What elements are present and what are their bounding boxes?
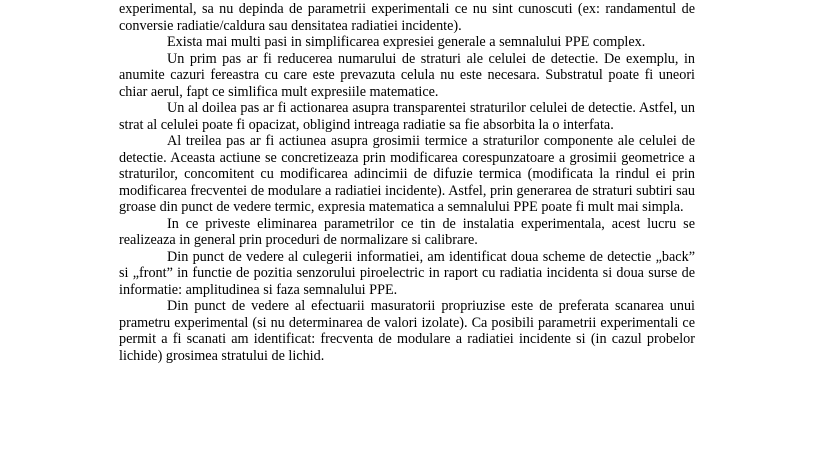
paragraph-second-step: Un al doilea pas ar fi actionarea asupra transparentei straturilor celulei de detectie. Astfel, un strat al celulei poate fi opacizat, obligind intreaga radiatie sa fie absorbita la o interfata. xyxy=(119,100,695,133)
paragraph-continuation: experimental, sa nu depinda de parametrii experimentali ce nu sint cunoscuti (ex: randamentul de conversie radiatie/caldura sau densitatea radiatiei incidente). xyxy=(119,1,695,34)
paragraph-measurement: Din punct de vedere al efectuarii masuratorii propriuzise este de preferata scanarea unui prametru experimental (si nu determinarea de valori izolate). Ca posibili parametrii experimentali ce permit a fi scanati am identificat: frecventa de modulare a radiatiei incidente si (in cazul probelor lichide) grosimea stratului de lichid. xyxy=(119,298,695,364)
paragraph-parameter-elimination: In ce priveste eliminarea parametrilor ce tin de instalatia experimentala, acest lucru se realizeaza in general prin proceduri de normalizare si calibrare. xyxy=(119,215,695,248)
paragraph-simplification-steps: Exista mai multi pasi in simplificarea expresiei generale a semnalului PPE complex. xyxy=(167,34,646,50)
document-page xyxy=(119,1,695,364)
paragraph-information-collection: Din punct de vedere al culegerii informatiei, am identificat doua scheme de detectie „back” si „front” in functie de pozitia senzorului piroelectric in raport cu radiatia incidenta si doua surse de informatie: amplitudinea si faza semnalului PPE. xyxy=(119,248,695,298)
paragraph-third-step: Al treilea pas ar fi actiunea asupra grosimii termice a straturilor componente ale celulei de detectie. Aceasta actiune se concretizeaza prin modificarea corespunzatoare a grosimii geometrice a straturilor, concomitent cu modificarea adincimii de difuzie termica (modificata la rindul ei prin modificarea frecventei de modulare a radiatiei incidente). Astfel, prin generarea de straturi subtiri sau groase din punct de vedere termic, expresia matematica a semnalului PPE poate fi mult mai simpla. xyxy=(119,133,695,215)
paragraph-first-step: Un prim pas ar fi reducerea numarului de straturi ale celulei de detectie. De exemplu, in anumite cazuri fereastra cu care este prevazuta celula nu este necesara. Substratul poate fi uneori chiar aerul, fapt ce simlifica mult expresiile matematice. xyxy=(119,50,695,100)
